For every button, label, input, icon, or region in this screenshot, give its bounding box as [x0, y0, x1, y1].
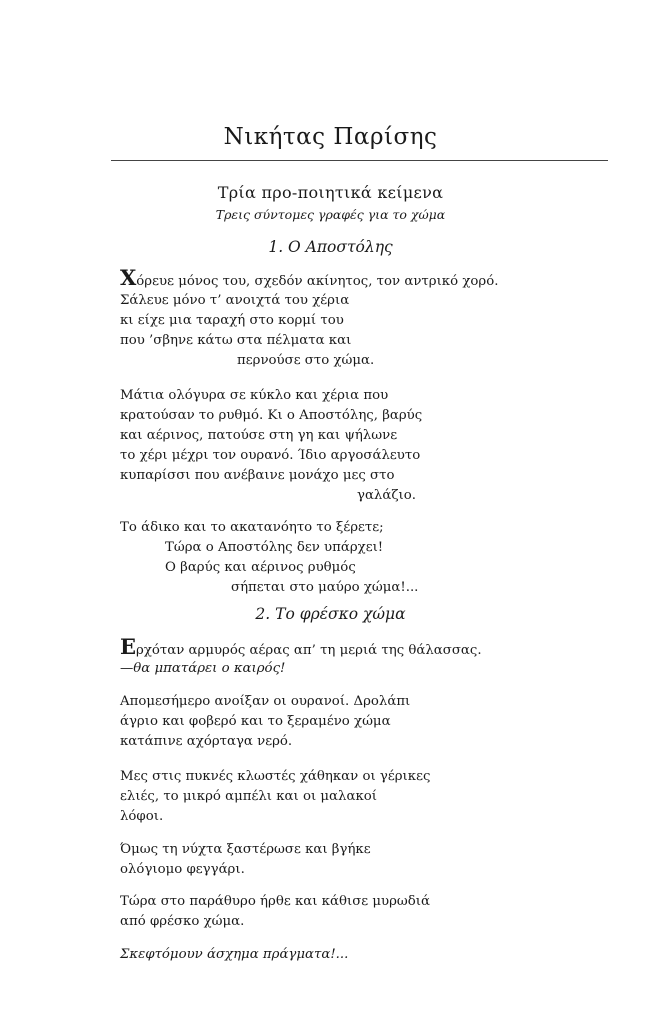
- poem-line: κυπαρίσσι που ανέβαινε μονάχο μες στο: [120, 468, 395, 483]
- section-1-heading: 1. Ο Αποστόλης: [268, 238, 393, 256]
- poem-line: Τώρα στο παράθυρο ήρθε και κάθισε μυρωδιά: [120, 894, 430, 909]
- poem-line: σήπεται στο μαύρο χώμα!...: [231, 580, 419, 595]
- poem-line: Το άδικο και το ακατανόητο το ξέρετε;: [120, 520, 384, 535]
- poem-line: και αέρινος, πατούσε στη γη και ψήλωνε: [120, 428, 398, 443]
- drop-cap: Χ: [120, 265, 137, 290]
- poem-line: από φρέσκο χώμα.: [120, 914, 245, 929]
- section-2-first-line: [120, 634, 482, 661]
- section-1-first-line: [120, 265, 499, 292]
- poem-line: περνούσε στο χώμα.: [237, 353, 375, 368]
- work-subtitle: Τρεις σύντομες γραφές για το χώμα: [215, 207, 446, 222]
- section-2-heading: 2. Το φρέσκο χώμα: [255, 605, 406, 623]
- poem-line: λόφοι.: [120, 809, 164, 824]
- poem-line: το χέρι μέχρι τον ουρανό. Ίδιο αργοσάλευτο: [120, 448, 421, 463]
- author-name: Νικήτας Παρίσης: [223, 124, 438, 150]
- title-divider: [111, 160, 608, 161]
- poem-line: Μάτια ολόγυρα σε κύκλο και χέρια που: [120, 388, 389, 403]
- poem-line: κι είχε μια ταραχή στο κορμί του: [120, 313, 344, 328]
- poem-line: Τώρα ο Αποστόλης δεν υπάρχει!: [165, 540, 384, 555]
- first-line-text: όρευε μόνος του, σχεδόν ακίνητος, τον αντρικό χορό.: [136, 274, 499, 289]
- poem-line: Όμως τη νύχτα ξαστέρωσε και βγήκε: [120, 842, 371, 857]
- poem-line: ελιές, το μικρό αμπέλι και οι μαλακοί: [120, 789, 377, 804]
- drop-cap: Ε: [120, 634, 137, 659]
- poem-line: Σκεφτόμουν άσχημα πράγματα!...: [120, 947, 349, 962]
- poem-line: ολόγιομο φεγγάρι.: [120, 862, 245, 877]
- poem-line: Σάλευε μόνο τ’ ανοιχτά του χέρια: [120, 293, 350, 308]
- poem-line: Μες στις πυκνές κλωστές χάθηκαν οι γέρικες: [120, 769, 431, 784]
- work-title: Τρία προ-ποιητικά κείμενα: [217, 183, 444, 202]
- poem-line: Ο βαρύς και αέρινος ρυθμός: [165, 560, 356, 575]
- poem-line: γαλάζιο.: [357, 488, 416, 503]
- poem-line: κατάπινε αχόρταγα νερό.: [120, 734, 293, 749]
- poem-line: κρατούσαν το ρυθμό. Κι ο Αποστόλης, βαρύς: [120, 408, 423, 423]
- first-line-text: ρχόταν αρμυρός αέρας απ’ τη μεριά της θάλασσας.: [136, 643, 482, 658]
- poem-line: Απομεσήμερο ανοίξαν οι ουρανοί. Δρολάπι: [120, 694, 411, 709]
- poem-line: που ’σβηνε κάτω στα πέλματα και: [120, 333, 352, 348]
- poem-line: άγριο και φοβερό και το ξεραμένο χώμα: [120, 714, 391, 729]
- poem-line: —θα μπατάρει ο καιρός!: [120, 661, 286, 676]
